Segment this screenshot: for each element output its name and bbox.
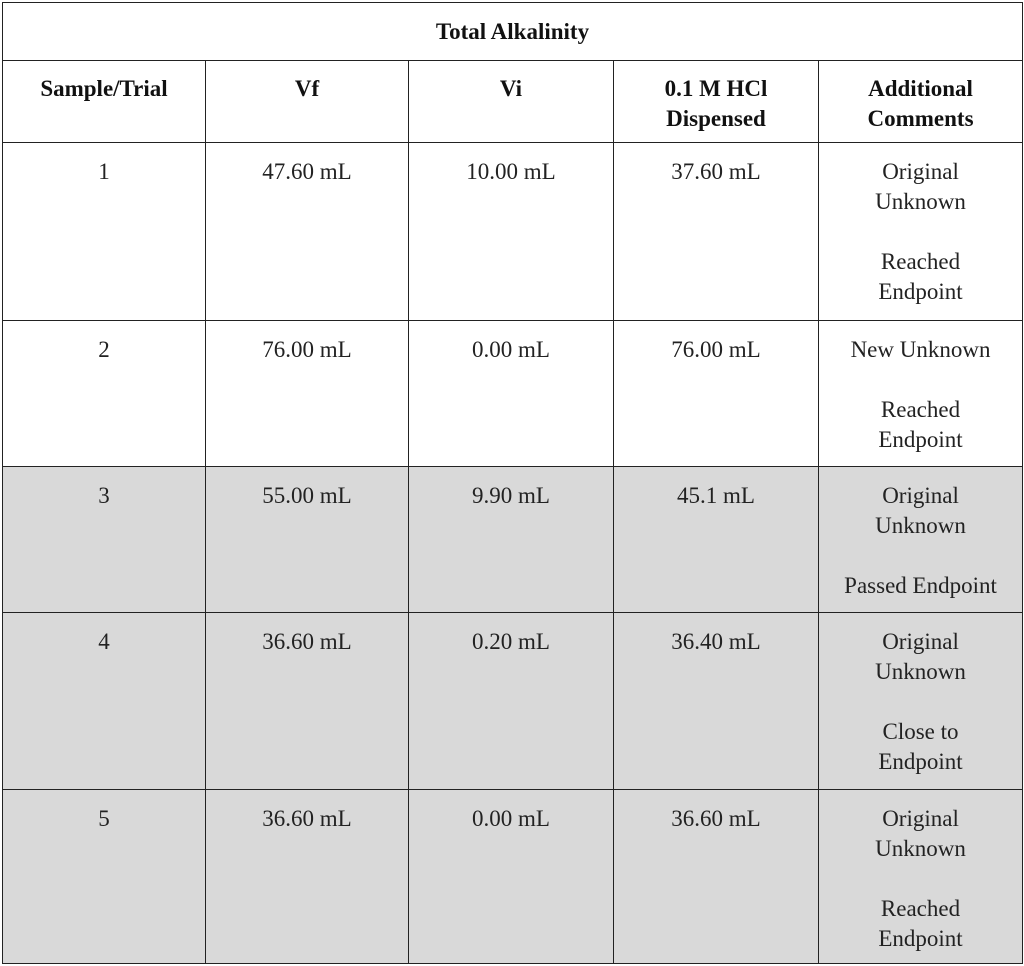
cell-vi: 9.90 mL (409, 467, 614, 613)
table-header-row (3, 61, 1023, 143)
header-hcl-line-1: 0.1 M HCl (664, 76, 768, 101)
header-vf: Vf (206, 61, 409, 143)
table-title-row (3, 3, 1023, 61)
cell-trial: 3 (3, 467, 206, 613)
cell-trial: 2 (3, 321, 206, 467)
cell-vf: 47.60 mL (206, 143, 409, 321)
comment-line: Close to (882, 719, 959, 744)
cell-hcl: 36.40 mL (614, 613, 819, 790)
table-row (3, 321, 1023, 467)
comment-line: Reached (880, 896, 961, 921)
cell-trial: 1 (3, 143, 206, 321)
table-row (3, 143, 1023, 321)
header-vi: Vi (409, 61, 614, 143)
cell-vi: 0.00 mL (409, 321, 614, 467)
header-comments-line-1: Additional (868, 76, 973, 101)
header-comments-line-2: Comments (867, 106, 974, 131)
table-row (3, 613, 1023, 790)
comment-spacer (825, 365, 1016, 395)
cell-vi: 0.20 mL (409, 613, 614, 790)
cell-vi: 0.00 mL (409, 790, 614, 964)
cell-vf: 55.00 mL (206, 467, 409, 613)
cell-comments (819, 790, 1023, 964)
comment-line: Passed Endpoint (844, 573, 997, 598)
cell-vf: 76.00 mL (206, 321, 409, 467)
cell-vf: 36.60 mL (206, 790, 409, 964)
total-alkalinity-table (2, 2, 1023, 964)
comment-spacer (825, 217, 1016, 247)
comment-line: Unknown (875, 189, 966, 214)
comment-line: Original (882, 159, 959, 184)
comment-line: Original (882, 483, 959, 508)
header-hcl-line-2: Dispensed (666, 106, 766, 131)
cell-vi: 10.00 mL (409, 143, 614, 321)
table-row (3, 467, 1023, 613)
cell-hcl: 37.60 mL (614, 143, 819, 321)
comment-spacer (825, 864, 1016, 894)
comment-line: Endpoint (878, 279, 963, 304)
cell-comments (819, 613, 1023, 790)
cell-hcl: 36.60 mL (614, 790, 819, 964)
cell-trial: 5 (3, 790, 206, 964)
comment-line: Original (882, 806, 959, 831)
header-additional-comments (819, 61, 1023, 143)
comment-line: Unknown (875, 513, 966, 538)
table-title: Total Alkalinity (3, 3, 1023, 61)
cell-comments (819, 143, 1023, 321)
comment-line: Unknown (875, 836, 966, 861)
header-sample-trial: Sample/Trial (3, 61, 206, 143)
comment-spacer (825, 541, 1016, 571)
comment-line: Endpoint (878, 427, 963, 452)
cell-hcl: 76.00 mL (614, 321, 819, 467)
comment-line: Endpoint (878, 749, 963, 774)
table-row (3, 790, 1023, 964)
header-hcl-dispensed (614, 61, 819, 143)
comment-line: New Unknown (850, 337, 991, 362)
comment-line: Reached (880, 249, 961, 274)
comment-line: Reached (880, 397, 961, 422)
cell-comments (819, 321, 1023, 467)
comment-spacer (825, 687, 1016, 717)
cell-vf: 36.60 mL (206, 613, 409, 790)
cell-hcl: 45.1 mL (614, 467, 819, 613)
comment-line: Unknown (875, 659, 966, 684)
cell-comments (819, 467, 1023, 613)
cell-trial: 4 (3, 613, 206, 790)
comment-line: Endpoint (878, 926, 963, 951)
comment-line: Original (882, 629, 959, 654)
